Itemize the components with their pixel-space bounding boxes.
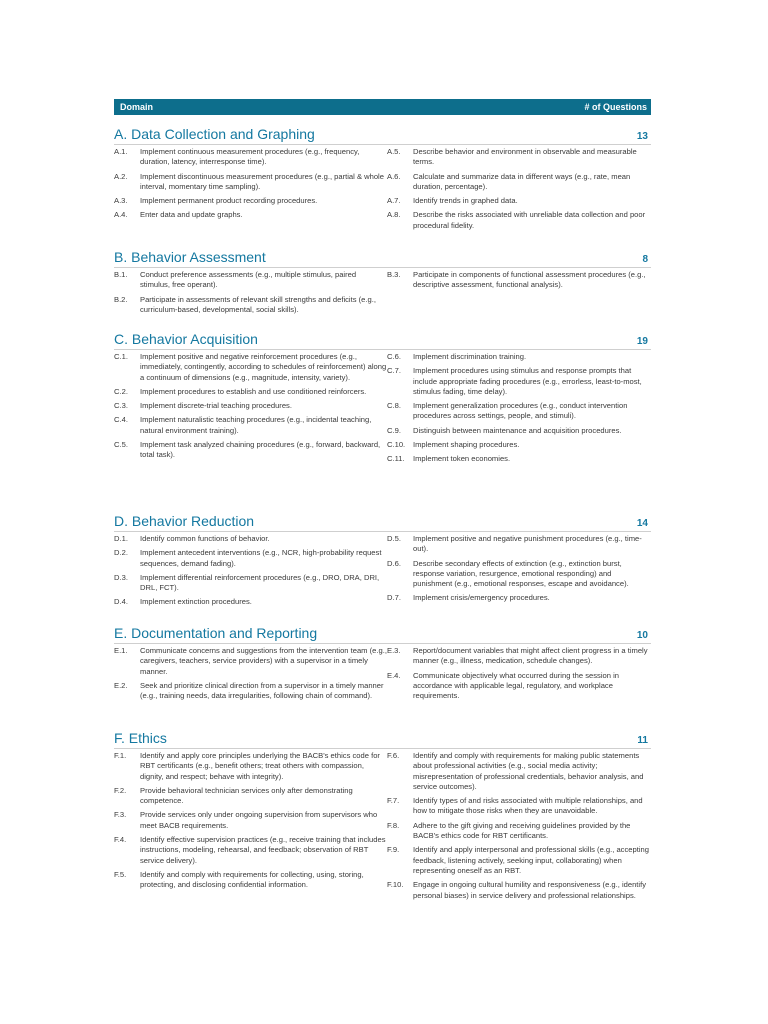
item-text: Implement procedures to establish and use conditioned reinforcers. <box>140 386 367 396</box>
left-column <box>114 352 387 469</box>
section-f <box>114 729 651 905</box>
list-item <box>387 210 651 231</box>
list-item <box>387 880 651 901</box>
section-title: C. Behavior Acquisition <box>114 331 258 347</box>
section-header <box>114 248 651 268</box>
left-column <box>114 534 387 612</box>
item-code: F.9. <box>387 845 400 855</box>
list-item <box>114 415 387 436</box>
item-text: Identify and apply interpersonal and professional skills (e.g., accepting feedback, listening actively, seeking input, collaborating) when representing oneself as an RBT. <box>413 845 649 875</box>
item-code: A.3. <box>114 196 128 206</box>
item-text: Implement differential reinforcement procedures (e.g., DRO, DRA, DRI, DRL, FCT). <box>140 572 380 593</box>
list-item <box>114 870 387 891</box>
item-code: D.4. <box>114 597 128 607</box>
right-column <box>387 646 651 705</box>
list-item <box>114 786 387 807</box>
list-item <box>387 454 651 464</box>
item-text: Adhere to the gift giving and receiving guidelines provided by the BACB's ethics code for RBT certificants. <box>413 820 631 841</box>
item-code: D.2. <box>114 548 128 558</box>
item-code: C.11. <box>387 454 405 464</box>
section-d <box>114 512 651 612</box>
list-item <box>114 646 387 677</box>
item-text: Implement generalization procedures (e.g., conduct intervention procedures across settings, people, and stimuli). <box>413 401 628 421</box>
item-code: A.1. <box>114 147 128 156</box>
item-text: Communicate objectively what occurred during the session in accordance with applicable legal, regulatory, and workplace requirements. <box>413 670 619 701</box>
list-item <box>114 196 387 206</box>
left-column <box>114 751 387 905</box>
table-header <box>114 99 651 115</box>
item-code: C.4. <box>114 415 128 425</box>
question-count: 19 <box>636 336 648 347</box>
section-title: B. Behavior Assessment <box>114 249 266 265</box>
item-text: Implement antecedent interventions (e.g., NCR, high-probability request sequences, demand fading). <box>140 548 382 568</box>
list-item <box>114 681 387 702</box>
section-title: D. Behavior Reduction <box>114 513 255 529</box>
left-column <box>114 270 387 319</box>
questions-header-label: # of Questions <box>584 102 647 112</box>
item-code: D.6. <box>387 558 401 568</box>
section-header <box>114 512 651 532</box>
item-code: E.3. <box>387 646 401 655</box>
list-item <box>387 751 651 792</box>
left-column <box>114 646 387 705</box>
left-column <box>114 147 387 235</box>
list-item <box>114 597 387 607</box>
list-item <box>387 534 651 555</box>
item-code: D.5. <box>387 534 401 543</box>
list-item <box>387 147 651 168</box>
right-column <box>387 751 651 905</box>
list-item <box>114 440 387 461</box>
item-code: A.2. <box>114 171 128 181</box>
list-item <box>114 401 387 411</box>
item-code: C.10. <box>387 440 406 450</box>
right-column <box>387 352 651 469</box>
question-count: 8 <box>642 254 648 265</box>
list-item <box>114 573 387 594</box>
question-count: 13 <box>636 131 648 142</box>
section-a <box>114 125 651 235</box>
item-code: F.4. <box>114 835 127 845</box>
item-text: Implement token economies. <box>413 454 511 464</box>
list-item <box>387 821 651 842</box>
item-code: A.4. <box>114 210 128 220</box>
item-text: Identify and comply with requirements for collecting, using, storing, protecting, and disclosing confidential information. <box>140 869 364 890</box>
section-b <box>114 248 651 319</box>
item-code: F.6. <box>387 751 400 760</box>
list-item <box>387 172 651 193</box>
item-code: A.7. <box>387 196 401 206</box>
section-title: E. Documentation and Reporting <box>114 625 318 641</box>
item-code: C.5. <box>114 440 128 450</box>
item-code: C.7. <box>387 366 401 376</box>
list-item <box>114 751 387 782</box>
list-item <box>114 172 387 193</box>
item-text: Seek and prioritize clinical direction from a supervisor in a timely manner (e.g., training needs, data irregularities, following chain of command). <box>140 680 384 701</box>
item-code: E.1. <box>114 646 128 655</box>
list-item <box>387 559 651 590</box>
item-text: Identify effective supervision practices (e.g., receive training that includes instructions, modeling, rehearsal, and feedback; observation of RBT service delivery). <box>140 835 386 865</box>
item-text: Provide behavioral technician services only after demonstrating competence. <box>140 785 353 806</box>
right-column <box>387 534 651 612</box>
item-code: E.4. <box>387 670 401 680</box>
item-text: Implement extinction procedures. <box>140 597 252 607</box>
item-code: F.3. <box>114 810 127 820</box>
item-text: Implement discrete-trial teaching procedures. <box>140 401 292 411</box>
section-title: A. Data Collection and Graphing <box>114 126 315 142</box>
item-code: D.7. <box>387 593 401 603</box>
list-item <box>114 270 387 291</box>
item-code: F.10. <box>387 880 404 890</box>
domain-header-label: Domain <box>120 102 154 112</box>
item-code: C.6. <box>387 352 401 361</box>
item-code: C.8. <box>387 401 401 411</box>
item-text: Implement positive and negative reinforcement procedures (e.g., immediately, contingently, according to schedules of reinforcement) along a continuum of dimensions (e.g., magnitude, intensity, variety). <box>140 352 387 382</box>
item-text: Conduct preference assessments (e.g., multiple stimulus, paired stimulus, free operant). <box>140 270 357 290</box>
question-count: 11 <box>637 735 648 746</box>
item-text: Implement shaping procedures. <box>413 440 520 450</box>
item-code: F.5. <box>114 869 127 879</box>
question-count: 10 <box>636 630 648 641</box>
item-code: A.5. <box>387 147 401 156</box>
list-item <box>387 593 651 603</box>
list-item <box>114 387 387 397</box>
list-item <box>387 440 651 450</box>
item-text: Identify and comply with requirements for making public statements about professional activities (e.g., social media activity; misrepresentation of professional credentials, behavior analysis, and service outcomes). <box>413 751 644 791</box>
list-item <box>114 147 387 168</box>
item-code: F.2. <box>114 785 127 795</box>
item-text: Describe behavior and environment in observable and measurable terms. <box>413 147 637 167</box>
item-code: C.3. <box>114 401 128 411</box>
list-item <box>387 426 651 436</box>
item-code: D.1. <box>114 534 128 543</box>
item-text: Participate in components of functional assessment procedures (e.g., descriptive assessment, functional analysis). <box>413 270 646 290</box>
list-item <box>387 270 651 291</box>
question-count: 14 <box>636 518 648 529</box>
item-text: Identify trends in graphed data. <box>413 196 518 206</box>
item-text: Engage in ongoing cultural humility and responsiveness (e.g., identify personal biases) in service delivery and professional relationships. <box>413 880 647 900</box>
item-text: Report/document variables that might affect client progress in a timely manner (e.g., illness, medication, schedule changes). <box>413 646 648 666</box>
list-item <box>387 196 651 206</box>
item-text: Implement procedures using stimulus and response prompts that include appropriate fading procedures (e.g., errorless, least-to-most, stimulus fading, time delay). <box>413 366 642 396</box>
section-header <box>114 330 651 350</box>
item-text: Provide services only under ongoing supervision from supervisors who meet BACB requirements. <box>140 810 378 830</box>
list-item <box>114 810 387 831</box>
list-item <box>387 796 651 817</box>
list-item <box>114 548 387 569</box>
list-item <box>114 210 387 220</box>
item-text: Implement discrimination training. <box>413 352 527 361</box>
item-code: A.8. <box>387 210 401 220</box>
section-c <box>114 330 651 469</box>
list-item <box>114 352 387 383</box>
item-code: E.2. <box>114 680 128 690</box>
item-text: Identify common functions of behavior. <box>140 534 270 543</box>
item-text: Implement task analyzed chaining procedures (e.g., forward, backward, total task). <box>140 440 381 460</box>
item-code: B.3. <box>387 270 401 279</box>
item-text: Implement positive and negative punishment procedures (e.g., time-out). <box>413 534 642 554</box>
item-text: Enter data and update graphs. <box>140 210 243 220</box>
section-header <box>114 729 651 749</box>
item-code: B.1. <box>114 270 128 279</box>
item-code: F.7. <box>387 796 400 806</box>
item-text: Calculate and summarize data in different ways (e.g., rate, mean duration, percentage). <box>413 171 631 191</box>
list-item <box>387 646 651 667</box>
item-code: F.1. <box>114 751 127 760</box>
item-text: Distinguish between maintenance and acquisition procedures. <box>413 425 622 435</box>
item-code: C.1. <box>114 352 128 361</box>
section-header <box>114 624 651 644</box>
list-item <box>114 295 387 316</box>
list-item <box>114 534 387 544</box>
item-text: Implement continuous measurement procedures (e.g., frequency, duration, latency, interresponse time). <box>140 147 360 167</box>
item-code: F.8. <box>387 820 400 830</box>
item-code: C.9. <box>387 425 401 435</box>
item-text: Communicate concerns and suggestions from the intervention team (e.g., caregivers, teachers, service providers) with a supervisor in a timely manner. <box>140 646 387 676</box>
item-code: D.3. <box>114 572 128 582</box>
item-text: Identify types of and risks associated with multiple relationships, and how to mitigate those risks when they are unavoidable. <box>413 796 643 816</box>
item-code: A.6. <box>387 171 401 181</box>
item-text: Implement permanent product recording procedures. <box>140 196 318 206</box>
item-text: Describe the risks associated with unreliable data collection and poor procedural fidelity. <box>413 210 646 230</box>
list-item <box>387 401 651 422</box>
list-item <box>387 366 651 397</box>
section-header <box>114 125 651 145</box>
item-text: Participate in assessments of relevant skill strengths and deficits (e.g., curriculum-based, developmental, social skills). <box>140 294 376 314</box>
list-item <box>387 352 651 362</box>
item-text: Implement discontinuous measurement procedures (e.g., partial & whole interval, momentary time sampling). <box>140 171 384 191</box>
section-title: F. Ethics <box>114 730 167 746</box>
list-item <box>387 671 651 702</box>
section-e <box>114 624 651 705</box>
list-item <box>387 845 651 876</box>
list-item <box>114 835 387 866</box>
item-code: B.2. <box>114 294 128 304</box>
item-text: Identify and apply core principles underlying the BACB's ethics code for RBT certificants (e.g., benefit others; treat others with compassion, dignity, and respect; behave with integrity). <box>140 751 380 781</box>
right-column <box>387 270 651 319</box>
item-code: C.2. <box>114 386 128 396</box>
item-text: Implement crisis/emergency procedures. <box>413 593 550 603</box>
right-column <box>387 147 651 235</box>
item-text: Describe secondary effects of extinction (e.g., extinction burst, response variation, resurgence, emotional responding) and punishment (e.g., emotional responses, escape and avoidance). <box>413 558 629 589</box>
item-text: Implement naturalistic teaching procedures (e.g., incidental teaching, natural environment training). <box>140 415 372 435</box>
